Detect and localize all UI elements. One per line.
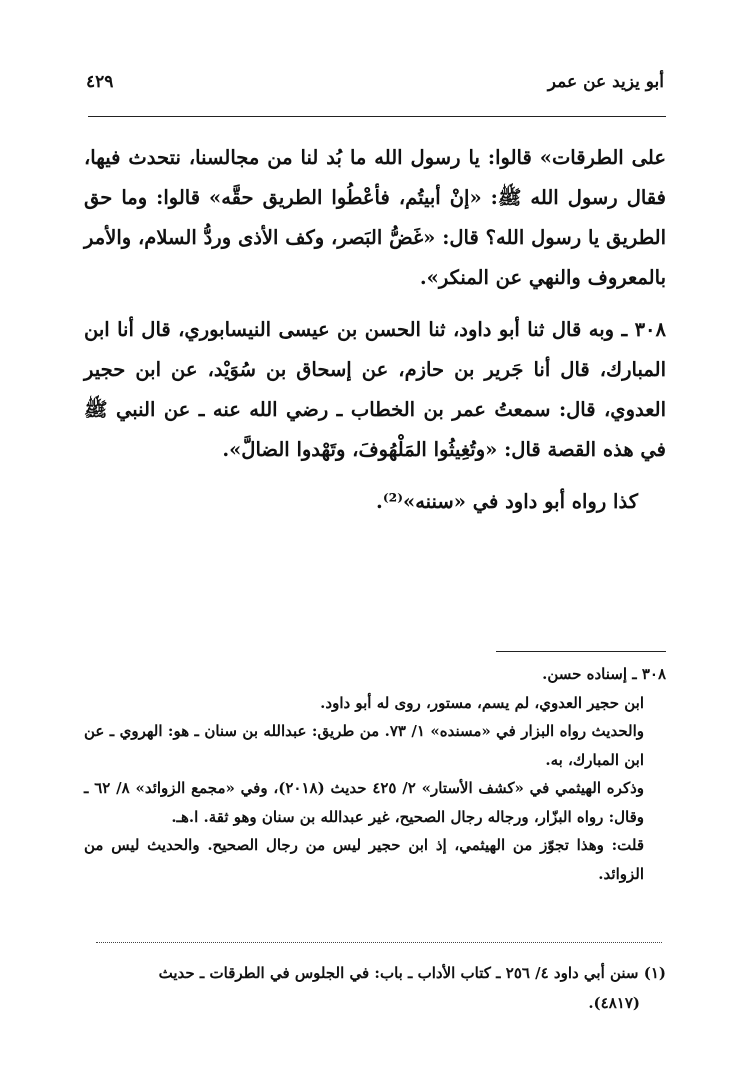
- note-line: قلت: وهذا تجوّز من الهيثمي، إذ ابن حجير ليس من رجال الصحيح. والحديث ليس من الزوائد.: [84, 836, 644, 883]
- page-header: [86, 70, 664, 110]
- commentary-notes: [84, 660, 666, 888]
- header-rule: [88, 116, 666, 117]
- main-text: [84, 138, 666, 522]
- footnote-line: (١) سنن أبي داود ٤/ ٢٥٦ ـ كتاب الأداب ـ باب: في الجلوس في الطرقات ـ حديث: [158, 964, 666, 982]
- note-line: ابن حجير العدوي، لم يسم، مستور، روى له أبو داود.: [320, 693, 644, 712]
- running-title: أبو يزيد عن عمر: [547, 72, 664, 92]
- paragraph-hadith-308: ٣٠٨ ـ وبه قال ثنا أبو داود، ثنا الحسن بن عيسى النيسابوري، قال أنا ابن المبارك، قال أنا جَرير بن حازم، عن إسحاق بن سُوَيْد، عن ابن حجير العدوي، قال: سمعتُ عمر بن الخطاب ـ رضي الله عنه ـ عن النبي ﷺ في هذه القصة قال: «وتُغِيثُوا المَلْهُوفَ، وتَهْدوا الضالَّ».: [84, 318, 666, 461]
- page-number: ٤٢٩: [86, 72, 114, 92]
- paragraph-source: كذا رواه أبو داود في «سننه»⁽²⁾.: [376, 490, 638, 513]
- note-heading: ٣٠٨ ـ إسناده حسن.: [542, 665, 666, 683]
- notes-rule: [496, 651, 666, 652]
- footnote-divider: [96, 942, 662, 943]
- footnote-line: (٤٨١٧).: [588, 994, 640, 1012]
- note-line: والحديث رواه البزار في «مسنده» ١/ ٧٣. من طريق: عبدالله بن سنان ـ هو: الهروي ـ عن ابن المبارك، به.: [84, 722, 644, 769]
- paragraph-hadith-continuation: على الطرقات» قالوا: يا رسول الله ما بُد لنا من مجالسنا، نتحدث فيها، فقال رسول الله ﷺ: «إنْ أبيتُم، فأعْطُوا الطريق حقَّه» قالوا: وما حق الطريق يا رسول الله؟ قال: «غَضُّ البَصر، وكف الأذى وردُّ السلام، والأمر بالمعروف والنهي عن المنكر».: [84, 146, 666, 289]
- note-line: وذكره الهيثمي في «كشف الأستار» ٢/ ٤٢٥ حديث (٢٠١٨)، وفي «مجمع الزوائد» ٨/ ٦٢ ـ وقال: رواه البزّار، ورجاله رجال الصحيح، غير عبدالله بن سنان وهو ثقة. ا.هـ.: [84, 779, 645, 826]
- footnote: [84, 958, 666, 1018]
